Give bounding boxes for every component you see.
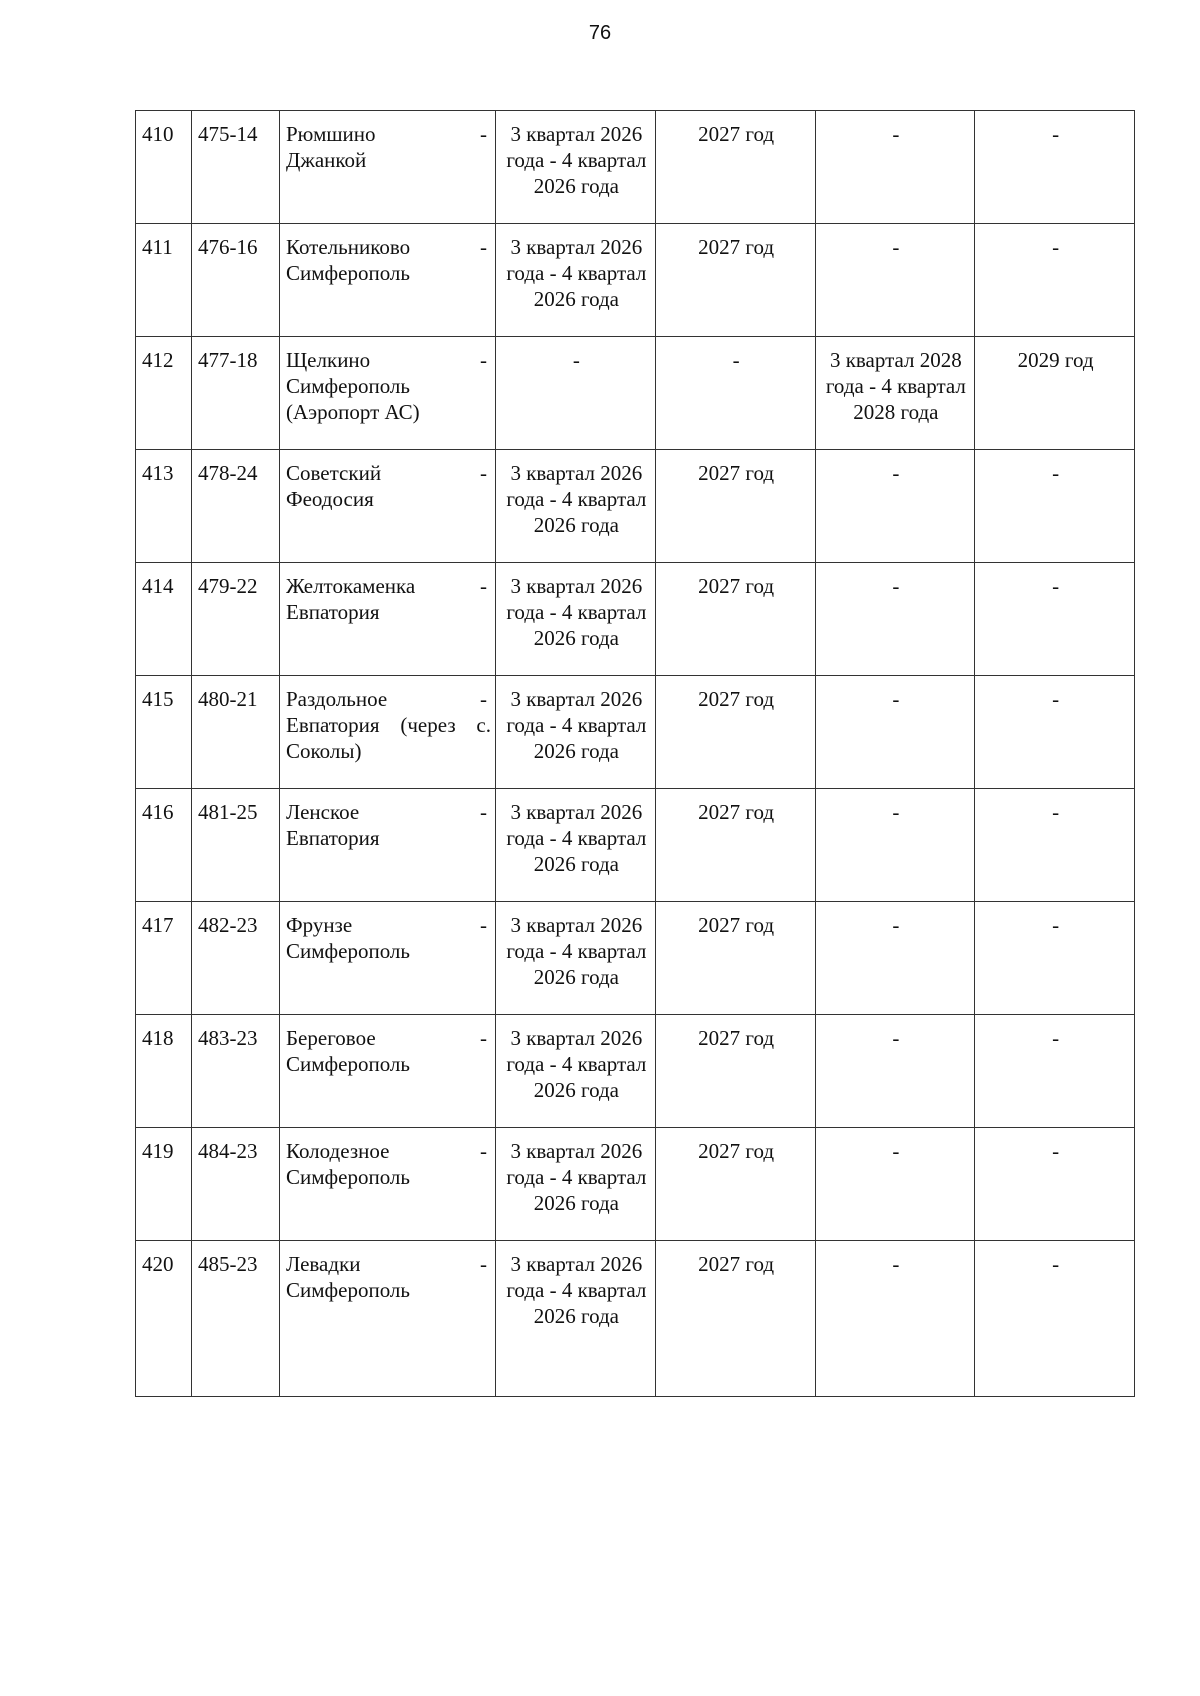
period-cell-4: -: [975, 111, 1135, 224]
period-cell-4: -: [975, 563, 1135, 676]
period-cell-2: 2027 год: [655, 1128, 815, 1241]
table-row: [136, 789, 1135, 902]
table-row: [136, 224, 1135, 337]
period-cell-3: -: [815, 676, 975, 789]
route-destination: Симферополь: [286, 261, 410, 285]
table-row: [136, 902, 1135, 1015]
period-cell-4: -: [975, 450, 1135, 563]
route-code-cell: 476-16: [192, 224, 280, 337]
period-cell-3: -: [815, 789, 975, 902]
period-cell-1: -: [496, 337, 656, 450]
row-number-cell: 415: [136, 676, 192, 789]
table-body: [136, 111, 1135, 1397]
row-number-cell: 420: [136, 1241, 192, 1397]
table-row: [136, 1241, 1135, 1397]
period-cell-3: 3 квартал 2028 года - 4 квартал 2028 года: [815, 337, 975, 450]
route-separator: -: [480, 913, 487, 937]
period-cell-3: -: [815, 450, 975, 563]
period-cell-3: -: [815, 902, 975, 1015]
row-number-cell: 417: [136, 902, 192, 1015]
period-cell-1: 3 квартал 2026 года - 4 квартал 2026 года: [496, 1128, 656, 1241]
period-cell-1: 3 квартал 2026 года - 4 квартал 2026 года: [496, 563, 656, 676]
row-number-cell: 413: [136, 450, 192, 563]
table-row: [136, 450, 1135, 563]
row-number-cell: 419: [136, 1128, 192, 1241]
route-name-cell: [280, 563, 496, 676]
route-separator: -: [480, 122, 487, 146]
row-number-cell: 411: [136, 224, 192, 337]
route-schedule-table: [135, 110, 1135, 1397]
row-number-cell: 410: [136, 111, 192, 224]
period-cell-3: -: [815, 111, 975, 224]
route-code-cell: 484-23: [192, 1128, 280, 1241]
route-code-cell: 475-14: [192, 111, 280, 224]
route-code-cell: 479-22: [192, 563, 280, 676]
route-destination: Евпатория: [286, 600, 380, 624]
table-row: [136, 1128, 1135, 1241]
route-code-cell: 485-23: [192, 1241, 280, 1397]
route-separator: -: [480, 461, 487, 485]
period-cell-1: 3 квартал 2026 года - 4 квартал 2026 года: [496, 111, 656, 224]
period-cell-4: 2029 год: [975, 337, 1135, 450]
route-separator: -: [480, 235, 487, 259]
route-name-cell: [280, 111, 496, 224]
period-cell-4: -: [975, 902, 1135, 1015]
route-code-cell: 477-18: [192, 337, 280, 450]
period-cell-2: -: [655, 337, 815, 450]
route-separator: -: [480, 800, 487, 824]
route-name-cell: [280, 789, 496, 902]
route-code-cell: 482-23: [192, 902, 280, 1015]
route-destination: Симферополь: [286, 1052, 410, 1076]
period-cell-1: 3 квартал 2026 года - 4 квартал 2026 года: [496, 789, 656, 902]
route-origin: Советский: [286, 461, 382, 485]
route-origin: Фрунзе: [286, 913, 353, 937]
period-cell-4: -: [975, 224, 1135, 337]
period-cell-2: 2027 год: [655, 224, 815, 337]
route-destination: Джанкой: [286, 148, 367, 172]
route-destination: Симферополь: [286, 1278, 410, 1302]
period-cell-4: -: [975, 1128, 1135, 1241]
route-separator: -: [480, 1026, 487, 1050]
route-code-cell: 481-25: [192, 789, 280, 902]
route-name-cell: [280, 1015, 496, 1128]
route-destination: Симферополь (Аэропорт АС): [286, 374, 420, 424]
period-cell-2: 2027 год: [655, 902, 815, 1015]
route-origin: Левадки: [286, 1252, 361, 1276]
route-separator: -: [480, 574, 487, 598]
period-cell-1: 3 квартал 2026 года - 4 квартал 2026 года: [496, 676, 656, 789]
route-code-cell: 478-24: [192, 450, 280, 563]
period-cell-4: -: [975, 1015, 1135, 1128]
period-cell-2: 2027 год: [655, 563, 815, 676]
period-cell-3: -: [815, 563, 975, 676]
route-origin: Ленское: [286, 800, 360, 824]
table-row: [136, 1015, 1135, 1128]
row-number-cell: 418: [136, 1015, 192, 1128]
period-cell-1: 3 квартал 2026 года - 4 квартал 2026 года: [496, 224, 656, 337]
period-cell-3: -: [815, 224, 975, 337]
route-separator: -: [480, 348, 487, 372]
page-number: 76: [588, 22, 612, 44]
table-row: [136, 111, 1135, 224]
period-cell-2: 2027 год: [655, 111, 815, 224]
route-separator: -: [480, 687, 487, 711]
period-cell-4: -: [975, 1241, 1135, 1397]
route-name-cell: [280, 450, 496, 563]
route-name-cell: [280, 902, 496, 1015]
period-cell-2: 2027 год: [655, 1015, 815, 1128]
route-origin: Котельниково: [286, 235, 411, 259]
route-separator: -: [480, 1252, 487, 1276]
period-cell-2: 2027 год: [655, 450, 815, 563]
route-origin: Рюмшино: [286, 122, 376, 146]
route-code-cell: 483-23: [192, 1015, 280, 1128]
period-cell-1: 3 квартал 2026 года - 4 квартал 2026 года: [496, 450, 656, 563]
route-origin: Береговое: [286, 1026, 376, 1050]
period-cell-1: 3 квартал 2026 года - 4 квартал 2026 года: [496, 1241, 656, 1397]
route-origin: Колодезное: [286, 1139, 390, 1163]
period-cell-2: 2027 год: [655, 789, 815, 902]
table-row: [136, 337, 1135, 450]
route-separator: -: [480, 1139, 487, 1163]
route-destination: Симферополь: [286, 1165, 410, 1189]
period-cell-3: -: [815, 1128, 975, 1241]
route-origin: Щелкино: [286, 348, 371, 372]
table-row: [136, 563, 1135, 676]
route-origin: Желтокаменка: [286, 574, 416, 598]
route-destination: Феодосия: [286, 487, 374, 511]
period-cell-3: -: [815, 1015, 975, 1128]
period-cell-4: -: [975, 676, 1135, 789]
row-number-cell: 416: [136, 789, 192, 902]
row-number-cell: 414: [136, 563, 192, 676]
table-row: [136, 676, 1135, 789]
route-name-cell: [280, 676, 496, 789]
period-cell-2: 2027 год: [655, 676, 815, 789]
period-cell-4: -: [975, 789, 1135, 902]
period-cell-3: -: [815, 1241, 975, 1397]
route-origin: Раздольное: [286, 687, 388, 711]
route-destination: Евпатория: [286, 826, 380, 850]
period-cell-2: 2027 год: [655, 1241, 815, 1397]
period-cell-1: 3 квартал 2026 года - 4 квартал 2026 года: [496, 902, 656, 1015]
route-name-cell: [280, 337, 496, 450]
route-destination: Евпатория (через с. Соколы): [286, 713, 491, 763]
route-code-cell: 480-21: [192, 676, 280, 789]
route-destination: Симферополь: [286, 939, 410, 963]
route-name-cell: [280, 1241, 496, 1397]
route-name-cell: [280, 1128, 496, 1241]
route-name-cell: [280, 224, 496, 337]
period-cell-1: 3 квартал 2026 года - 4 квартал 2026 года: [496, 1015, 656, 1128]
row-number-cell: 412: [136, 337, 192, 450]
